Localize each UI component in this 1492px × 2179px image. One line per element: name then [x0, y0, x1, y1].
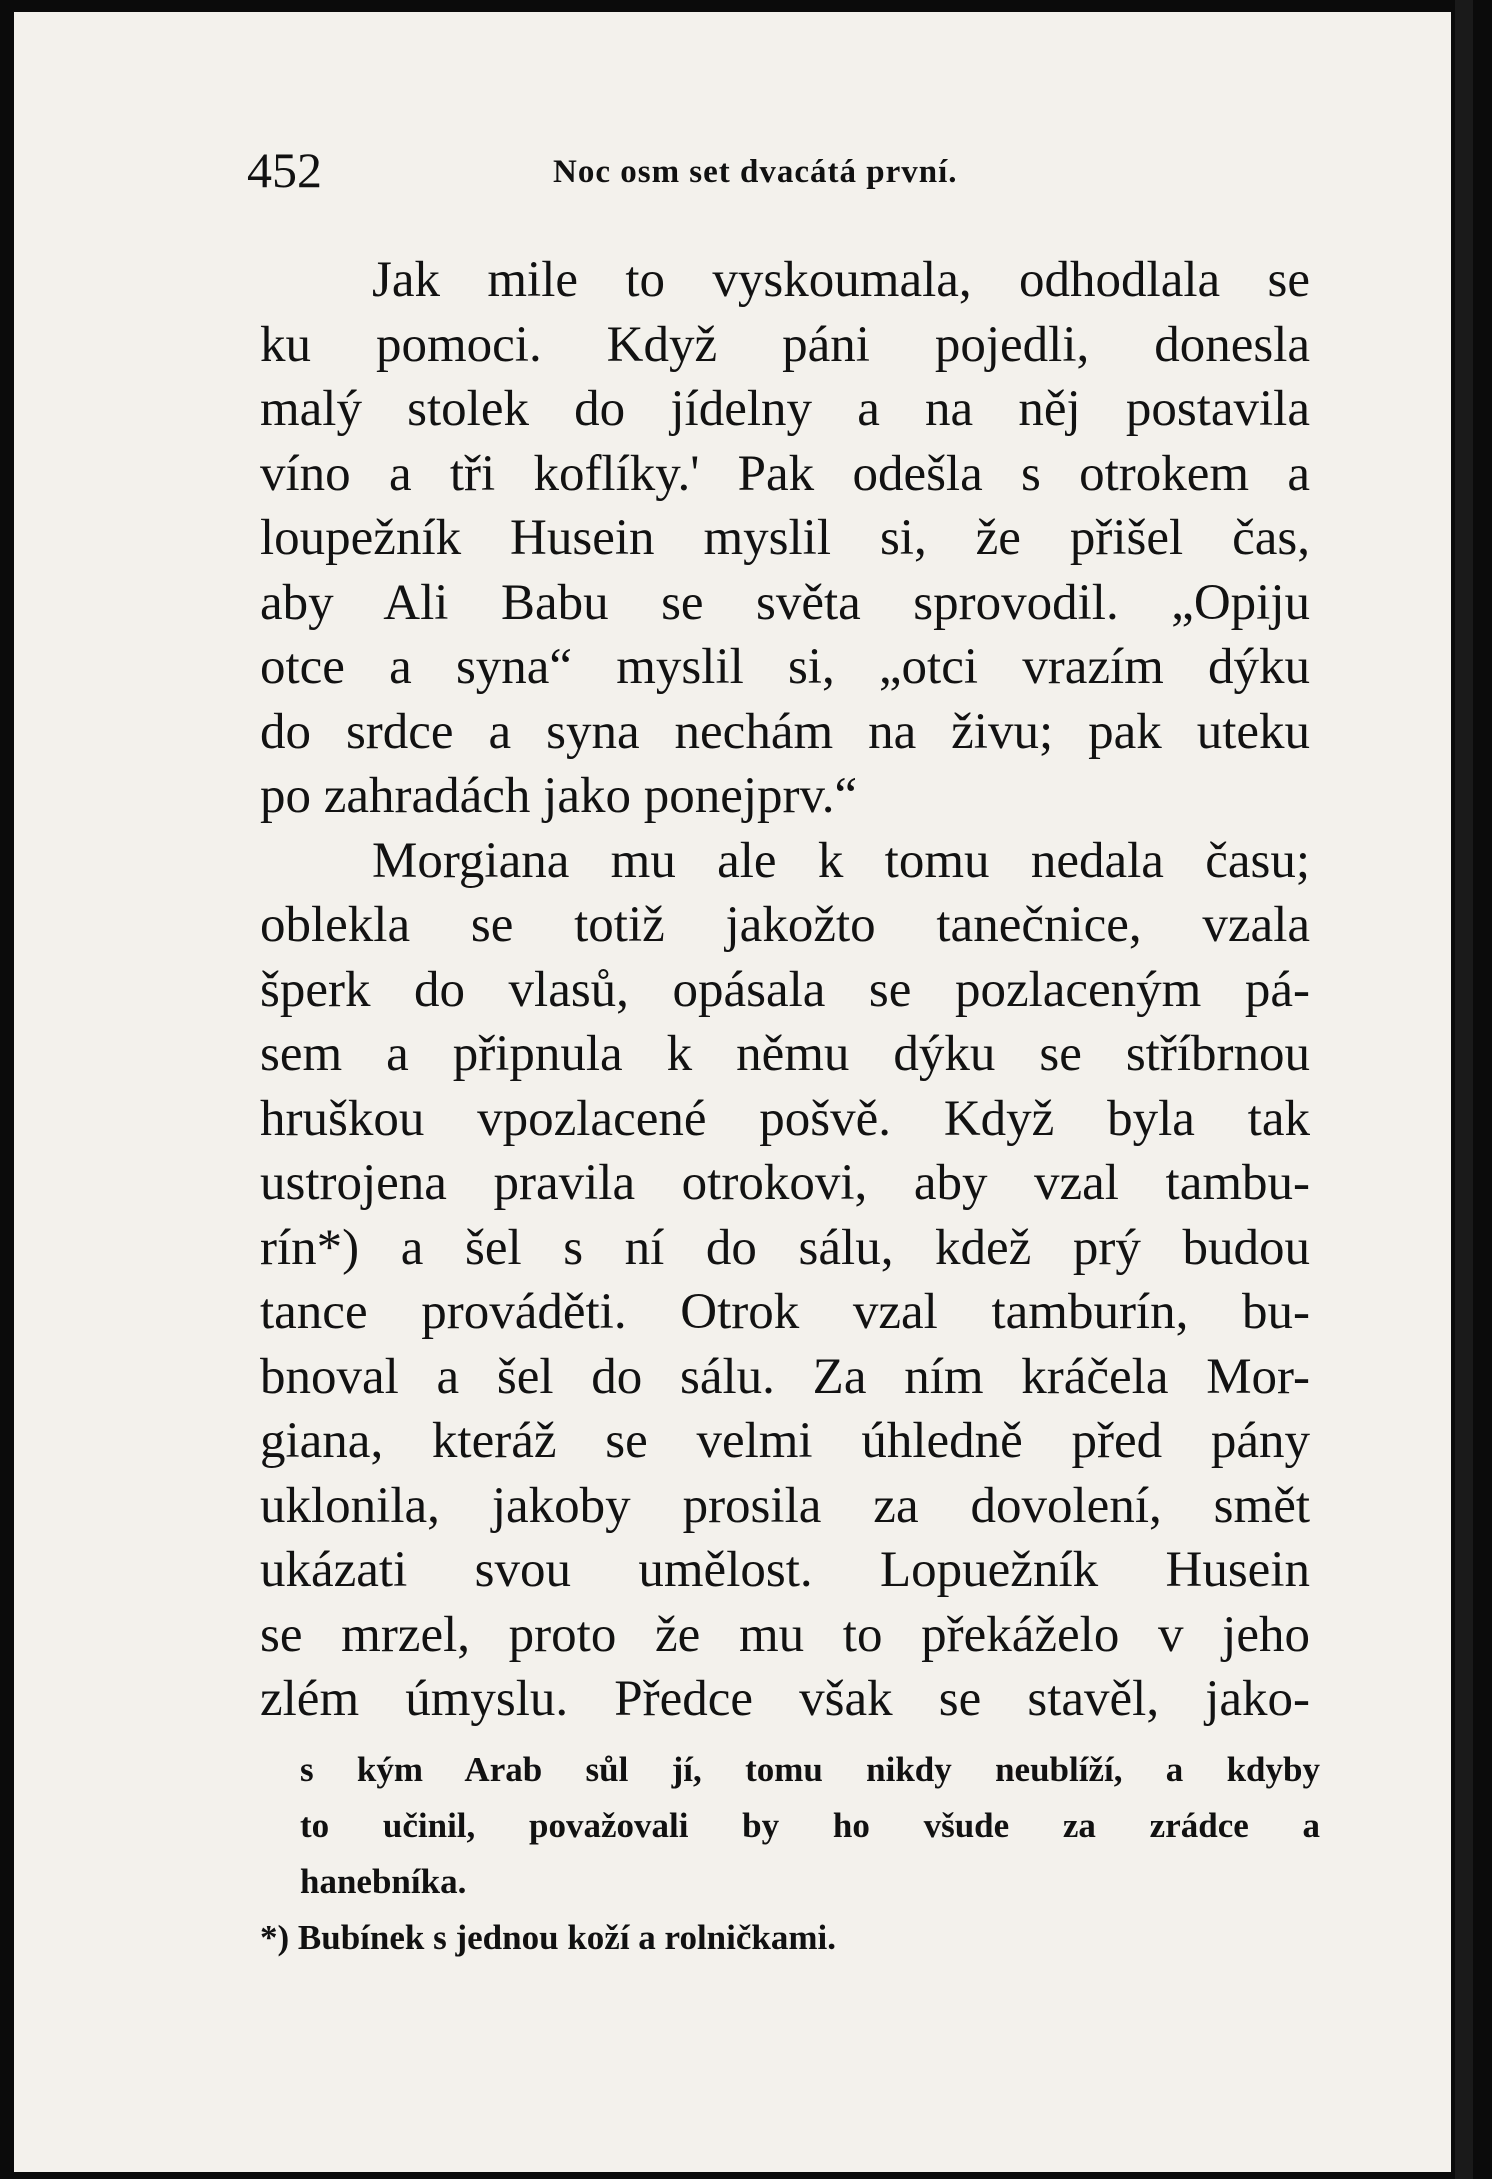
text-line: šperk do vlasů, opásala se pozlaceným pá- [260, 961, 1310, 1018]
text-line: ku pomoci. Když páni pojedli, donesla [260, 316, 1310, 373]
text-line: ustrojena pravila otrokovi, aby vzal tambu- [260, 1155, 1310, 1211]
footnote-line: hanebníka. [300, 1862, 467, 1901]
text-line: do srdce a syna nechám na živu; pak uteku [260, 703, 1310, 760]
running-head: Noc osm set dvacátá první. [553, 154, 958, 190]
footnote-line: to učinil, považovali by ho všude za zrádce a [300, 1806, 1320, 1845]
text-line: bnoval a šel do sálu. Za ním kráčela Mor- [260, 1348, 1310, 1405]
paragraph-1 [260, 248, 1310, 829]
text-line: tance prováděti. Otrok vzal tamburín, bu- [260, 1284, 1310, 1340]
text-line: rín*) a šel s ní do sálu, kdež prý budou [260, 1219, 1310, 1276]
text-line: uklonila, jakoby prosila za dovolení, smět [260, 1477, 1310, 1534]
page-edge-shadow [1455, 0, 1473, 2179]
text-line: hruškou vpozlacené pošvě. Když byla tak [260, 1090, 1310, 1147]
text-line: giana, kteráž se velmi úhledně před pány [260, 1413, 1310, 1469]
body-text [260, 248, 1310, 1732]
footnotes [260, 1742, 1320, 1966]
text-line: loupežník Husein myslil si, že přišel čas, [260, 510, 1310, 566]
text-line: malý stolek do jídelny a na něj postavila [260, 381, 1310, 437]
text-line: ukázati svou umělost. Lopuežník Husein [260, 1542, 1310, 1598]
text-line: zlém úmyslu. Předce však se stavěl, jako- [260, 1671, 1310, 1727]
text-line: oblekla se totiž jakožto tanečnice, vzala [260, 897, 1310, 953]
text-line: aby Ali Babu se světa sprovodil. „Opiju [260, 574, 1310, 631]
paragraph-2 [260, 829, 1310, 1732]
footnote-line: s kým Arab sůl jí, tomu nikdy neublíží, a kdyby [300, 1750, 1320, 1789]
footnote-note: *) Bubínek s jednou koží a rolničkami. [260, 1918, 836, 1957]
text-line: Morgiana mu ale k tomu nedala času; [372, 832, 1310, 889]
text-line: víno a tři koflíky.' Pak odešla s otrokem a [260, 445, 1310, 502]
page-number: 452 [247, 142, 322, 198]
text-line: se mrzel, proto že mu to překáželo v jeho [260, 1606, 1310, 1663]
text-line: otce a syna“ myslil si, „otci vrazím dýku [260, 639, 1310, 695]
text-line: po zahradách jako ponejprv.“ [260, 768, 858, 824]
page-header [247, 140, 1087, 200]
text-line: sem a připnula k němu dýku se stříbrnou [260, 1026, 1310, 1082]
text-line: Jak mile to vyskoumala, odhodlala se [372, 252, 1310, 308]
